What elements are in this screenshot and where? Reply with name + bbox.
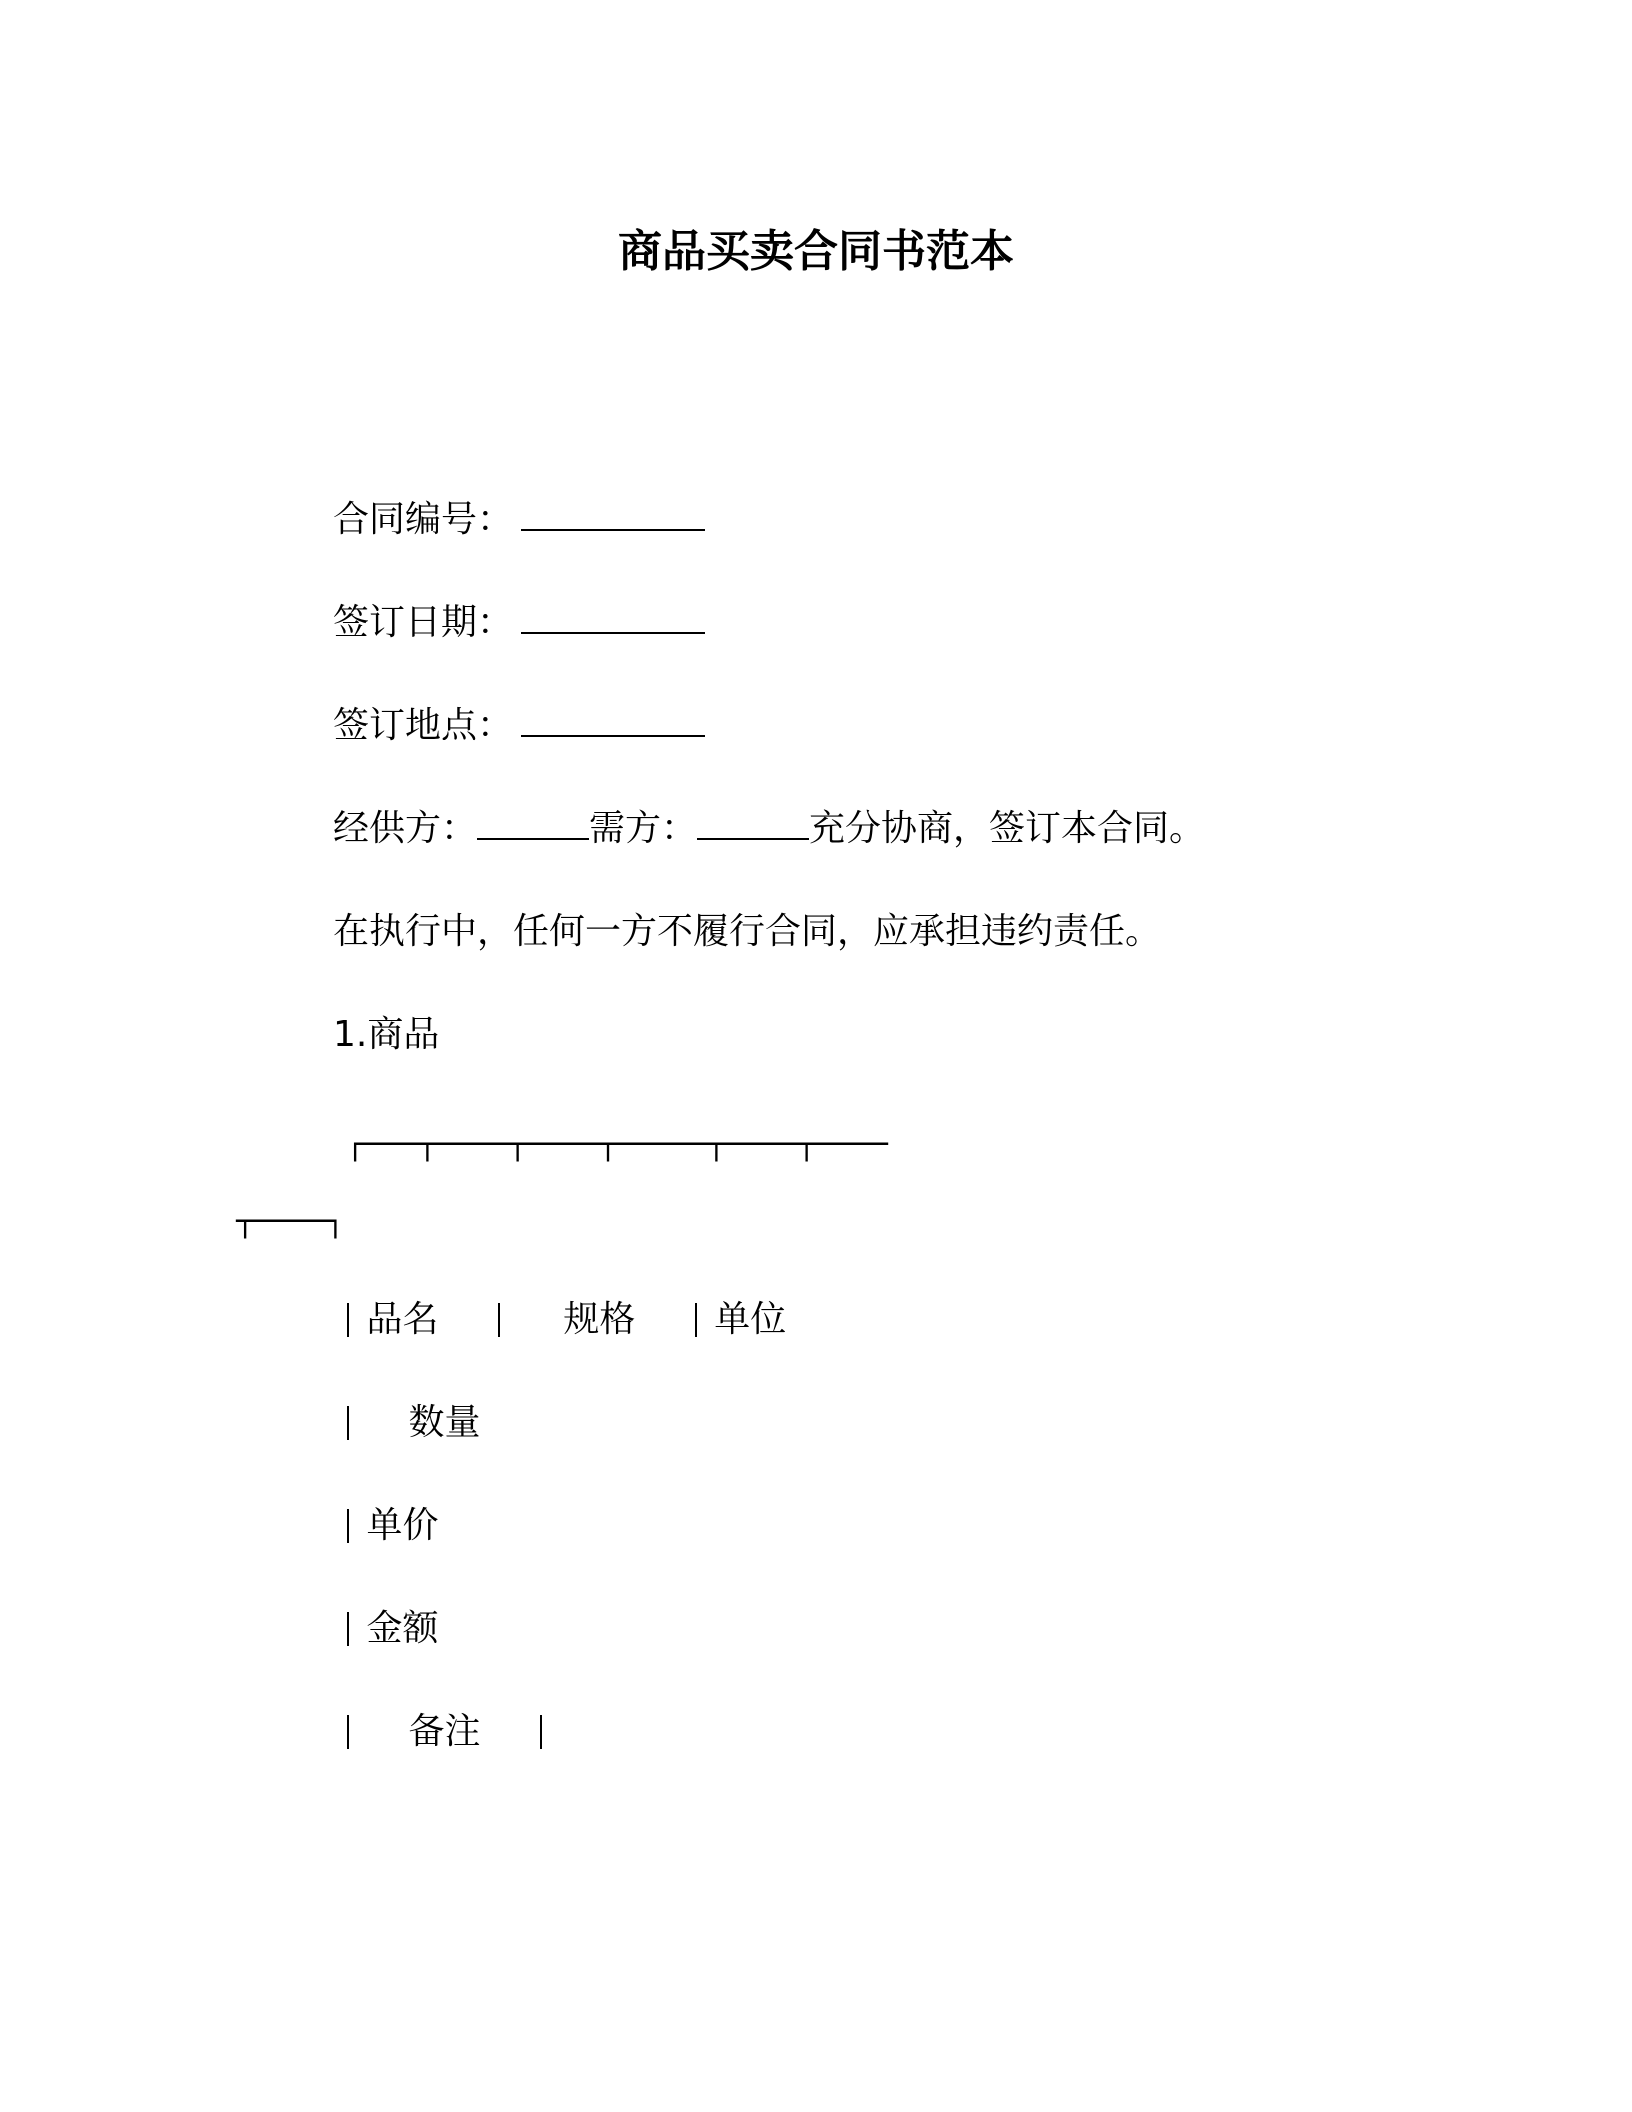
contract-number-row bbox=[333, 494, 705, 546]
table-top-border-line-2: ┬────┐ bbox=[236, 1204, 345, 1239]
table-cell-divider bbox=[498, 1303, 500, 1337]
sign-date-blank bbox=[521, 598, 705, 634]
contract-number-label: 合同编号： bbox=[333, 499, 514, 540]
buyer-blank bbox=[697, 804, 809, 840]
table-cell-divider bbox=[540, 1715, 542, 1749]
table-header-row-5 bbox=[347, 1706, 542, 1758]
contract-number-blank bbox=[521, 495, 705, 531]
table-cell-divider bbox=[347, 1509, 349, 1543]
parties-row bbox=[333, 803, 1205, 855]
header-note: 备注 bbox=[408, 1711, 481, 1752]
table-header-row-1 bbox=[347, 1294, 786, 1346]
table-header-row-3 bbox=[347, 1500, 438, 1552]
sign-place-label: 签订地点： bbox=[333, 705, 514, 746]
parties-tail-text: 充分协商，签订本合同。 bbox=[809, 808, 1206, 849]
table-top-border-line-1: ┌───┬────┬────┬─────┬────┬──── bbox=[346, 1127, 888, 1162]
section-heading-goods: 1.商品 bbox=[333, 1014, 440, 1055]
sign-place-blank bbox=[521, 701, 705, 737]
header-unit: 单位 bbox=[714, 1299, 787, 1340]
header-spec: 规格 bbox=[563, 1299, 636, 1340]
table-cell-divider bbox=[695, 1303, 697, 1337]
header-name: 品名 bbox=[366, 1299, 439, 1340]
header-amount: 金额 bbox=[366, 1608, 439, 1649]
buyer-label: 需方： bbox=[589, 808, 698, 849]
table-cell-divider bbox=[347, 1406, 349, 1440]
breach-clause: 在执行中，任何一方不履行合同，应承担违约责任。 bbox=[333, 911, 1162, 952]
sign-date-row bbox=[333, 597, 705, 649]
table-header-row-4 bbox=[347, 1603, 438, 1655]
supplier-label: 经供方： bbox=[333, 808, 478, 849]
document-title: 商品买卖合同书范本 bbox=[618, 226, 1014, 277]
header-qty: 数量 bbox=[408, 1402, 481, 1443]
sign-place-row bbox=[333, 700, 705, 752]
table-cell-divider bbox=[347, 1612, 349, 1646]
sign-date-label: 签订日期： bbox=[333, 602, 514, 643]
table-cell-divider bbox=[347, 1303, 349, 1337]
supplier-blank bbox=[477, 804, 589, 840]
table-cell-divider bbox=[347, 1715, 349, 1749]
header-price: 单价 bbox=[366, 1505, 439, 1546]
table-header-row-2 bbox=[347, 1397, 480, 1449]
